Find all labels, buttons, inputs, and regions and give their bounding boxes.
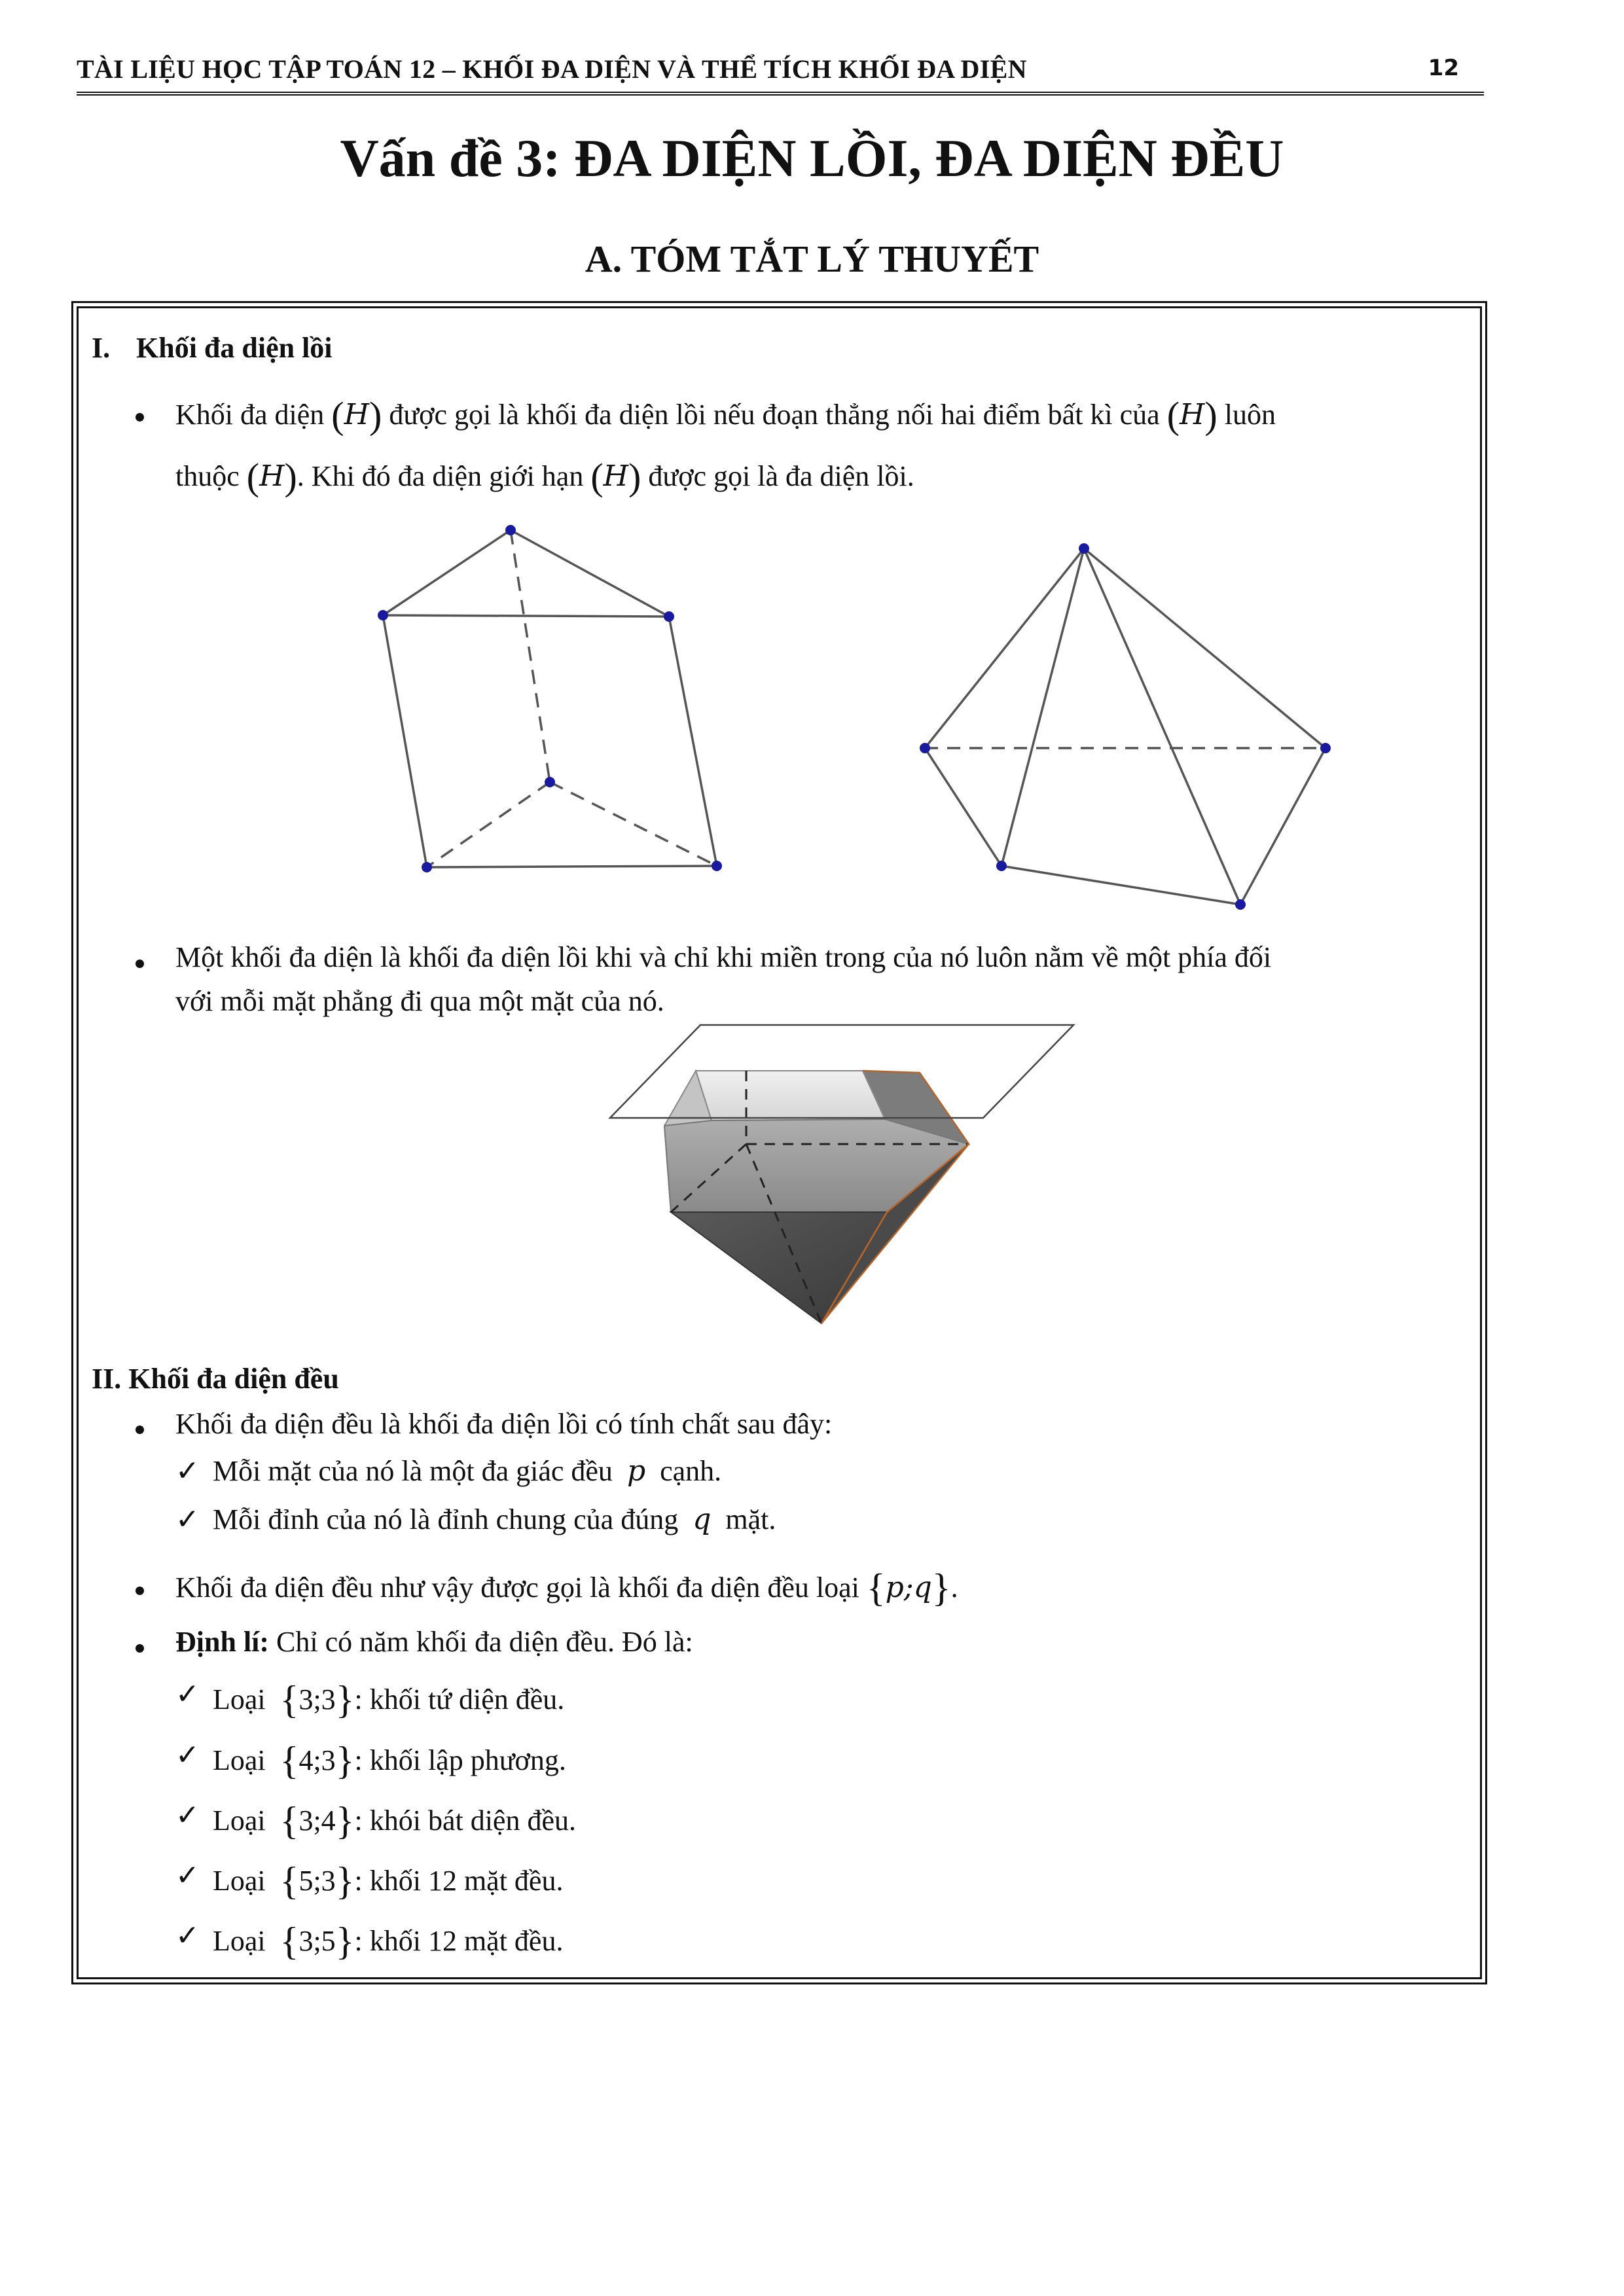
text-run: được gọi là khối đa diện lồi nếu đoạn thẳng nối hai điểm bất kì của — [389, 399, 1160, 431]
type-pq: 5;3 — [298, 1865, 336, 1897]
var-h: H — [603, 459, 629, 493]
text-run: Khối đa diện đều như vậy được gọi là khối đa diện đều loại — [175, 1571, 859, 1604]
property-vertices — [213, 1505, 776, 1534]
type-desc: : khối lập phương. — [354, 1744, 566, 1776]
type-item: Loại {3;5}: khối 12 mặt đều. — [213, 1920, 564, 1963]
var-q: q — [693, 1503, 712, 1536]
text-run: Loại — [213, 1744, 266, 1776]
text-run: . — [950, 1571, 958, 1604]
type-desc: : khói bát diện đều. — [354, 1804, 576, 1837]
text-run: luôn — [1224, 399, 1276, 431]
check-icon: ✓ — [175, 1454, 200, 1488]
page-title: Vấn đề 3: ĐA DIỆN LỒI, ĐA DIỆN ĐỀU — [340, 128, 1284, 188]
part2-heading: II. Khối đa diện đều — [92, 1363, 339, 1395]
convex-criterion-line1: Một khối đa diện là khối đa diện lồi khi và chỉ khi miền trong của nó luôn nằm về một phía đối — [175, 941, 1272, 973]
bullet-dot — [135, 1644, 144, 1653]
type-item: Loại {3;4}: khói bát diện đều. — [213, 1799, 576, 1842]
check-icon: ✓ — [175, 1503, 200, 1536]
text-run: được gọi là đa diện lồi. — [648, 460, 914, 492]
header-title: TÀI LIỆU HỌC TẬP TOÁN 12 – KHỐI ĐA DIỆN VÀ THỂ TÍCH KHỐI ĐA DIỆN — [77, 54, 1027, 84]
part1-heading-number: I. — [92, 332, 111, 364]
text-run: Mỗi mặt của nó là một đa giác đều — [213, 1455, 613, 1487]
type-pq: 4;3 — [298, 1744, 336, 1776]
regular-type-definition: Khối đa diện đều như vậy được gọi là khối đa diện đều loại {p;q}. — [175, 1566, 958, 1609]
type-pq: 3;3 — [298, 1683, 336, 1715]
var-h: H — [1180, 398, 1205, 431]
property-faces — [213, 1454, 722, 1488]
theorem — [175, 1628, 693, 1657]
var-h: H — [259, 459, 285, 493]
part1-heading: Khối đa diện lồi — [136, 332, 333, 364]
theorem-text: Chỉ có năm khối đa diện đều. Đó là: — [276, 1626, 693, 1658]
check-icon: ✓ — [175, 1919, 200, 1952]
text-run: Loại — [213, 1865, 266, 1897]
bullet-dot — [135, 1587, 144, 1595]
check-icon: ✓ — [175, 1738, 200, 1772]
convex-definition-line2: thuộc (H). Khi đó đa diện giới hạn (H) được gọi là đa diện lồi. — [175, 456, 914, 498]
type-item: Loại {4;3}: khối lập phương. — [213, 1739, 566, 1782]
var-p: p — [626, 1454, 646, 1488]
bullet-dot — [135, 1426, 144, 1434]
type-desc: : khối 12 mặt đều. — [354, 1865, 564, 1897]
type-item: Loại {3;3}: khối tứ diện đều. — [213, 1678, 565, 1721]
page-number: 12 — [1428, 55, 1459, 81]
type-desc: : khối tứ diện đều. — [354, 1683, 565, 1715]
type-pq: 3;5 — [298, 1925, 336, 1957]
text-run: mặt. — [725, 1503, 776, 1535]
type-item: Loại {5;3}: khối 12 mặt đều. — [213, 1859, 564, 1903]
convex-criterion-line2: với mỗi mặt phẳng đi qua một mặt của nó. — [175, 985, 664, 1017]
text-run: . Khi đó đa diện giới hạn — [297, 460, 584, 492]
solid-top-face — [696, 1071, 885, 1121]
var-h: H — [344, 398, 369, 431]
regular-definition: Khối đa diện đều là khối đa diện lồi có tính chất sau đây: — [175, 1408, 833, 1440]
convex-definition-line1: Khối đa diện (H) được gọi là khối đa diện lồi nếu đoạn thẳng nối hai điểm bất kì của (H) luôn — [175, 394, 1276, 437]
type-desc: : khối 12 mặt đều. — [354, 1925, 564, 1957]
type-pq: 3;4 — [298, 1804, 336, 1837]
section-heading: A. TÓM TẮT LÝ THUYẾT — [585, 238, 1039, 280]
text-run: thuộc — [175, 460, 240, 492]
text-run: Loại — [213, 1925, 266, 1957]
check-icon: ✓ — [175, 1859, 200, 1892]
check-icon: ✓ — [175, 1799, 200, 1832]
text-run: Loại — [213, 1804, 266, 1837]
text-run: Mỗi đỉnh của nó là đỉnh chung của đúng — [213, 1503, 679, 1535]
theorem-label: Định lí: — [175, 1626, 270, 1658]
type-pq: p;q — [885, 1571, 932, 1604]
text-run: cạnh. — [660, 1455, 722, 1487]
text-run: Loại — [213, 1683, 266, 1715]
text-run: Khối đa diện — [175, 399, 325, 431]
check-icon: ✓ — [175, 1677, 200, 1711]
